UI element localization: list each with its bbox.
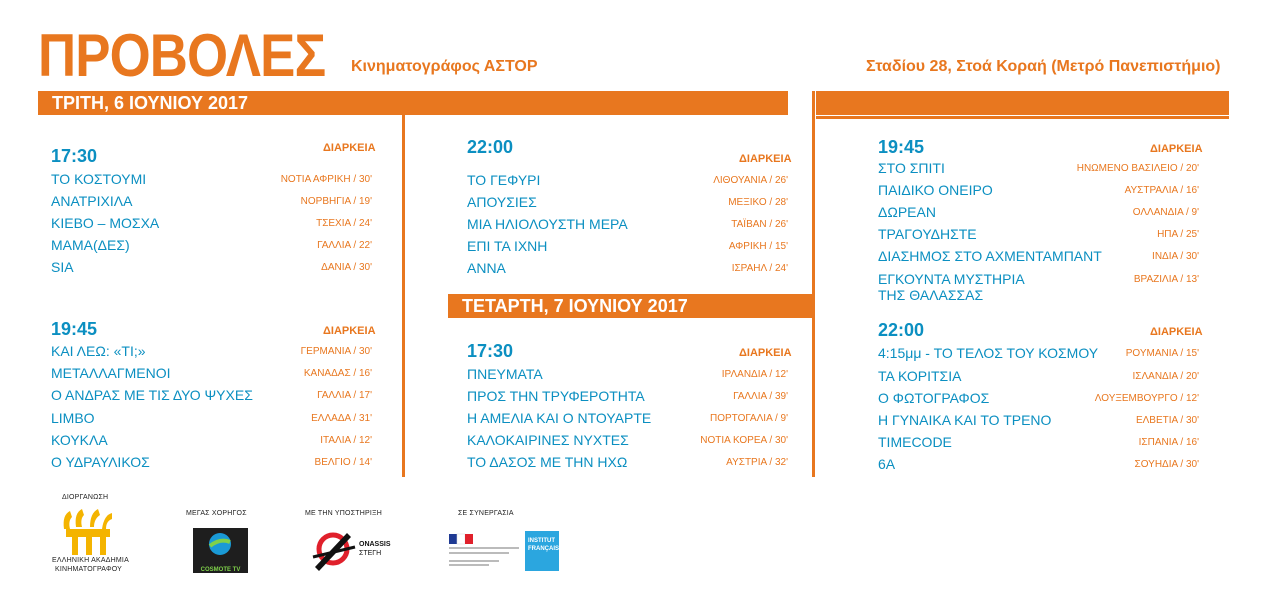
film-item <box>878 248 1199 270</box>
onassis-sub-text: ΣΤΕΓΗ <box>359 550 382 557</box>
day2-label: ΤΕΤΑΡΤΗ, 7 ΙΟΥΝΙΟΥ 2017 <box>462 296 688 316</box>
film-meta: ΜΕΞΙΚΟ / 28' <box>728 197 788 208</box>
day2-band <box>448 294 812 318</box>
duration-label: ΔΙΑΡΚΕΙΑ <box>1150 326 1203 338</box>
film-title: ΜΙΑ ΗΛΙΟΛΟΥΣΤΗ ΜΕΡΑ <box>467 216 628 232</box>
film-title: ΑΝΑΤΡΙΧΙΛΑ <box>51 193 133 209</box>
film-title: TIMECODE <box>878 434 952 450</box>
film-title: Ο ΑΝΔΡΑΣ ΜΕ ΤΙΣ ΔΥΟ ΨΥΧΕΣ <box>51 387 253 403</box>
film-title: ΑΝΝΑ <box>467 260 506 276</box>
film-meta: ΙΣΡΑΗΛ / 24' <box>731 263 788 274</box>
film-title: ΔΙΑΣΗΜΟΣ ΣΤΟ ΑΧΜΕΝΤΑΜΠΑΝΤ <box>878 248 1102 264</box>
film-title: ΚΟΥΚΛΑ <box>51 432 108 448</box>
film-item <box>467 410 788 432</box>
film-item <box>467 194 788 216</box>
film-meta: ΡΟΥΜΑΝΙΑ / 15' <box>1125 348 1199 359</box>
film-title: ΤΟ ΔΑΣΟΣ ΜΕ ΤΗΝ ΗΧΩ <box>467 454 628 470</box>
film-meta: ΝΟΤΙΑ ΚΟΡΕΑ / 30' <box>700 435 788 446</box>
film-meta: ΙΝΔΙΑ / 30' <box>1152 251 1199 262</box>
film-item <box>51 215 372 237</box>
film-title: ΜΑΜΑ(ΔΕΣ) <box>51 237 130 253</box>
film-meta: ΔΑΝΙΑ / 30' <box>321 262 372 273</box>
onassis-logo <box>311 527 401 575</box>
film-item <box>467 366 788 388</box>
film-meta: ΕΛΒΕΤΙΑ / 30' <box>1135 415 1199 426</box>
film-meta: ΓΑΛΛΙΑ / 22' <box>317 240 372 251</box>
film-title: ΔΩΡΕΑΝ <box>878 204 936 220</box>
film-item <box>51 454 372 476</box>
film-title: Η ΓΥΝΑΙΚΑ ΚΑΙ ΤΟ ΤΡΕΝΟ <box>878 412 1052 428</box>
slot-time: 19:45 <box>51 319 98 339</box>
major-sponsor-caption: ΜΕΓΑΣ ΧΟΡΗΓΟΣ <box>186 510 247 517</box>
film-meta: ΒΕΛΓΙΟ / 14' <box>314 457 372 468</box>
film-meta: ΛΟΥΞΕΜΒΟΥΡΓΟ / 12' <box>1094 393 1199 404</box>
film-title: ΕΓΚΟΥΝΤΑ ΜΥΣΤΗΡΙΑ <box>878 271 1025 287</box>
film-title: 4:15μμ - ΤΟ ΤΕΛΟΣ ΤΟΥ ΚΟΣΜΟΥ <box>878 345 1099 361</box>
film-item <box>51 387 372 409</box>
film-meta: ΟΛΛΑΝΔΙΑ / 9' <box>1132 207 1199 218</box>
duration-label: ΔΙΑΡΚΕΙΑ <box>739 153 792 165</box>
film-meta: ΗΠΑ / 25' <box>1157 229 1199 240</box>
film-item <box>878 345 1199 367</box>
film-meta: ΑΥΣΤΡΙΑ / 32' <box>726 457 788 468</box>
partner-caption: ΣΕ ΣΥΝΕΡΓΑΣΙΑ <box>458 510 514 517</box>
film-title: Ο ΥΔΡΑΥΛΙΚΟΣ <box>51 454 150 470</box>
film-meta: ΕΛΛΑΔΑ / 31' <box>311 413 372 424</box>
film-item <box>878 226 1199 248</box>
cosmote-globe-icon <box>193 528 248 560</box>
film-item <box>467 454 788 476</box>
republic-flag-icon <box>447 532 521 570</box>
film-meta: ΚΑΝΑΔΑΣ / 16' <box>303 368 372 379</box>
film-meta: ΝΟΡΒΗΓΙΑ / 19' <box>300 196 372 207</box>
film-item <box>878 412 1199 434</box>
film-title: ΜΕΤΑΛΛΑΓΜΕΝΟΙ <box>51 365 171 381</box>
venue-name: Κινηματογράφος ΑΣΤΟΡ <box>351 58 538 75</box>
film-item <box>51 365 372 387</box>
film-meta: ΤΑΪΒΑΝ / 26' <box>731 219 788 230</box>
film-item <box>467 388 788 410</box>
film-title: ΤΑ ΚΟΡΙΤΣΙΑ <box>878 368 962 384</box>
duration-label: ΔΙΑΡΚΕΙΑ <box>323 142 376 154</box>
film-title: LIMBO <box>51 410 95 426</box>
cosmote-tv-logo <box>193 528 248 573</box>
film-item <box>878 368 1199 390</box>
institut-text: INSTITUT <box>528 538 555 544</box>
day2-header-band <box>816 91 1229 115</box>
film-item <box>878 456 1199 478</box>
organizer-caption: ΔΙΟΡΓΑΝΩΣΗ <box>62 494 109 501</box>
film-item <box>878 271 1199 305</box>
film-title: ΤΟ ΚΟΣΤΟΥΜΙ <box>51 171 147 187</box>
film-title: 6A <box>878 456 896 472</box>
film-item <box>878 434 1199 456</box>
francais-text: FRANÇAIS <box>528 546 559 552</box>
film-title: ΠΝΕΥΜΑΤΑ <box>467 366 543 382</box>
film-meta: ΝΟΤΙΑ ΑΦΡΙΚΗ / 30' <box>280 174 372 185</box>
column-divider-left <box>402 115 405 477</box>
film-item <box>51 171 372 193</box>
film-item <box>467 172 788 194</box>
film-title: Η ΑΜΕΛΙΑ ΚΑΙ Ο ΝΤΟΥΑΡΤΕ <box>467 410 652 426</box>
institut-francais-logo <box>525 531 559 571</box>
slot-time: 17:30 <box>51 146 98 166</box>
page-title: ΠΡΟΒΟΛΕΣ <box>38 22 326 89</box>
film-meta: ΗΝΩΜΕΝΟ ΒΑΣΙΛΕΙΟ / 20' <box>1076 163 1199 174</box>
film-item <box>878 204 1199 226</box>
slot-time: 22:00 <box>878 320 925 340</box>
slot-time: 22:00 <box>467 137 514 157</box>
film-title: Ο ΦΩΤΟΓΡΑΦΟΣ <box>878 390 990 406</box>
film-title: ΕΠΙ ΤΑ ΙΧΝΗ <box>467 238 548 254</box>
duration-label: ΔΙΑΡΚΕΙΑ <box>739 347 792 359</box>
support-caption: ΜΕ ΤΗΝ ΥΠΟΣΤΗΡΙΞΗ <box>305 510 382 517</box>
onassis-text: ONASSIS <box>359 541 391 548</box>
academy-logo <box>56 507 122 555</box>
film-title: ΚΙΕΒΟ – ΜΟΣΧΑ <box>51 215 160 231</box>
film-item <box>51 343 372 365</box>
film-meta: ΠΟΡΤΟΓΑΛΙΑ / 9' <box>709 413 788 424</box>
day1-label: ΤΡΙΤΗ, 6 ΙΟΥΝΙΟΥ 2017 <box>52 93 249 113</box>
film-title: ΠΑΙΔΙΚΟ ΟΝΕΙΡΟ <box>878 182 993 198</box>
film-item <box>467 260 788 282</box>
duration-label: ΔΙΑΡΚΕΙΑ <box>323 325 376 337</box>
column-rule <box>816 116 1229 119</box>
film-item <box>51 432 372 454</box>
film-title: SIA <box>51 259 74 275</box>
film-item <box>878 160 1199 182</box>
film-title: ΤΡΑΓΟΥΔΗΣΤΕ <box>878 226 977 242</box>
slot-time: 17:30 <box>467 341 514 361</box>
film-meta: ΛΙΘΟΥΑΝΙΑ / 26' <box>713 175 788 186</box>
film-item <box>467 216 788 238</box>
film-meta: ΙΤΑΛΙΑ / 12' <box>320 435 372 446</box>
duration-label: ΔΙΑΡΚΕΙΑ <box>1150 143 1203 155</box>
organizer-name-line2: ΚΙΝΗΜΑΤΟΓΡΑΦΟΥ <box>55 566 123 573</box>
film-item <box>467 432 788 454</box>
film-meta: ΒΡΑΖΙΛΙΑ / 13' <box>1133 274 1199 285</box>
film-item <box>51 193 372 215</box>
film-meta: ΑΦΡΙΚΗ / 15' <box>728 241 788 252</box>
academy-logo-icon <box>56 507 122 555</box>
film-title: ΑΠΟΥΣΙΕΣ <box>467 194 537 210</box>
film-meta: ΑΥΣΤΡΑΛΙΑ / 16' <box>1124 185 1199 196</box>
film-title: ΚΑΛΟΚΑΙΡΙΝΕΣ ΝΥΧΤΕΣ <box>467 432 629 448</box>
film-meta: ΓΑΛΛΙΑ / 17' <box>317 390 372 401</box>
film-item <box>51 410 372 432</box>
film-meta: ΙΣΛΑΝΔΙΑ / 20' <box>1132 371 1199 382</box>
film-meta: ΙΣΠΑΝΙΑ / 16' <box>1138 437 1199 448</box>
day1-band <box>38 91 788 115</box>
film-item <box>467 238 788 260</box>
cosmote-tv-text: COSMOTE TV <box>200 567 241 573</box>
film-meta: ΤΣΕΧΙΑ / 24' <box>316 218 372 229</box>
venue-address: Σταδίου 28, Στοά Κοραή (Μετρό Πανεπιστήμιο) <box>866 58 1221 75</box>
film-item <box>51 259 372 281</box>
film-meta: ΣΟΥΗΔΙΑ / 30' <box>1134 459 1199 470</box>
film-title: ΠΡΟΣ ΤΗΝ ΤΡΥΦΕΡΟΤΗΤΑ <box>467 388 645 404</box>
film-title: ΚΑΙ ΛΕΩ: «ΤΙ;» <box>51 343 146 359</box>
film-meta: ΓΕΡΜΑΝΙΑ / 30' <box>300 346 372 357</box>
film-meta: ΓΑΛΛΙΑ / 39' <box>733 391 788 402</box>
film-title: ΣΤΟ ΣΠΙΤΙ <box>878 160 945 176</box>
film-item <box>878 390 1199 412</box>
onassis-emblem-icon <box>311 527 361 575</box>
film-item <box>878 182 1199 204</box>
film-title-line2: ΤΗΣ ΘΑΛΑΣΣΑΣ <box>878 287 984 303</box>
slot-time: 19:45 <box>878 137 925 157</box>
film-meta: ΙΡΛΑΝΔΙΑ / 12' <box>721 369 788 380</box>
film-item <box>51 237 372 259</box>
film-title: ΤΟ ΓΕΦΥΡΙ <box>467 172 541 188</box>
organizer-name-line1: ΕΛΛΗΝΙΚΗ ΑΚΑΔΗΜΙΑ <box>52 557 129 564</box>
french-embassy-logo <box>447 532 521 570</box>
column-divider-right <box>812 91 815 477</box>
